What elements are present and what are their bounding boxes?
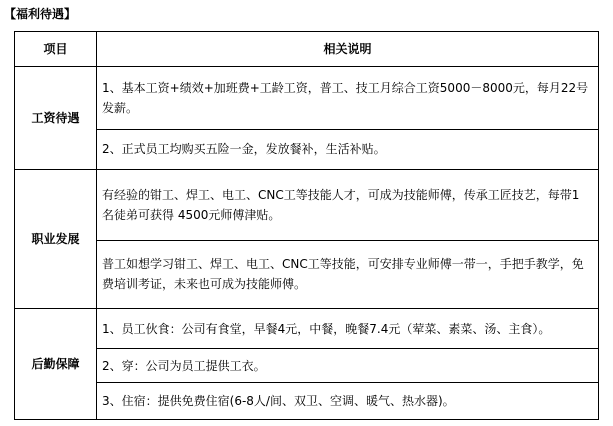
table-row xyxy=(15,67,599,130)
table-row xyxy=(15,130,599,170)
table-header-row xyxy=(15,32,599,67)
table-row xyxy=(15,349,599,383)
category-logistics: 后勤保障 xyxy=(15,309,97,420)
table-row xyxy=(15,309,599,349)
section-title: 【福利待遇】 xyxy=(4,7,77,21)
logistics-item-1: 1、员工伙食：公司有食堂，早餐4元，中餐，晚餐7.4元（荤菜、素菜、汤、主食）。 xyxy=(97,309,599,349)
table-row xyxy=(15,383,599,420)
category-salary: 工资待遇 xyxy=(15,67,97,169)
benefits-table xyxy=(14,31,599,420)
salary-item-1: 1、基本工资+绩效+加班费+工龄工资，普工、技工月综合工资5000－8000元，每月22号发薪。 xyxy=(97,67,599,130)
logistics-item-2: 2、穿：公司为员工提供工衣。 xyxy=(97,349,599,383)
category-career: 职业发展 xyxy=(15,169,97,309)
header-description: 相关说明 xyxy=(97,32,599,67)
table-row xyxy=(15,169,599,240)
logistics-item-3: 3、住宿：提供免费住宿(6-8人/间、双卫、空调、暖气、热水器)。 xyxy=(97,383,599,420)
career-item-2: 普工如想学习钳工、焊工、电工、CNC工等技能，可安排专业师傅一带一，手把手教学，免费培训考证，未来也可成为技能师傅。 xyxy=(97,240,599,309)
table-row xyxy=(15,240,599,309)
header-item: 项目 xyxy=(15,32,97,67)
salary-item-2: 2、正式员工均购买五险一金，发放餐补，生活补贴。 xyxy=(97,130,599,170)
career-item-1: 有经验的钳工、焊工、电工、CNC工等技能人才，可成为技能师傅，传承工匠技艺，每带1名徒弟可获得 4500元师傅津贴。 xyxy=(97,169,599,240)
